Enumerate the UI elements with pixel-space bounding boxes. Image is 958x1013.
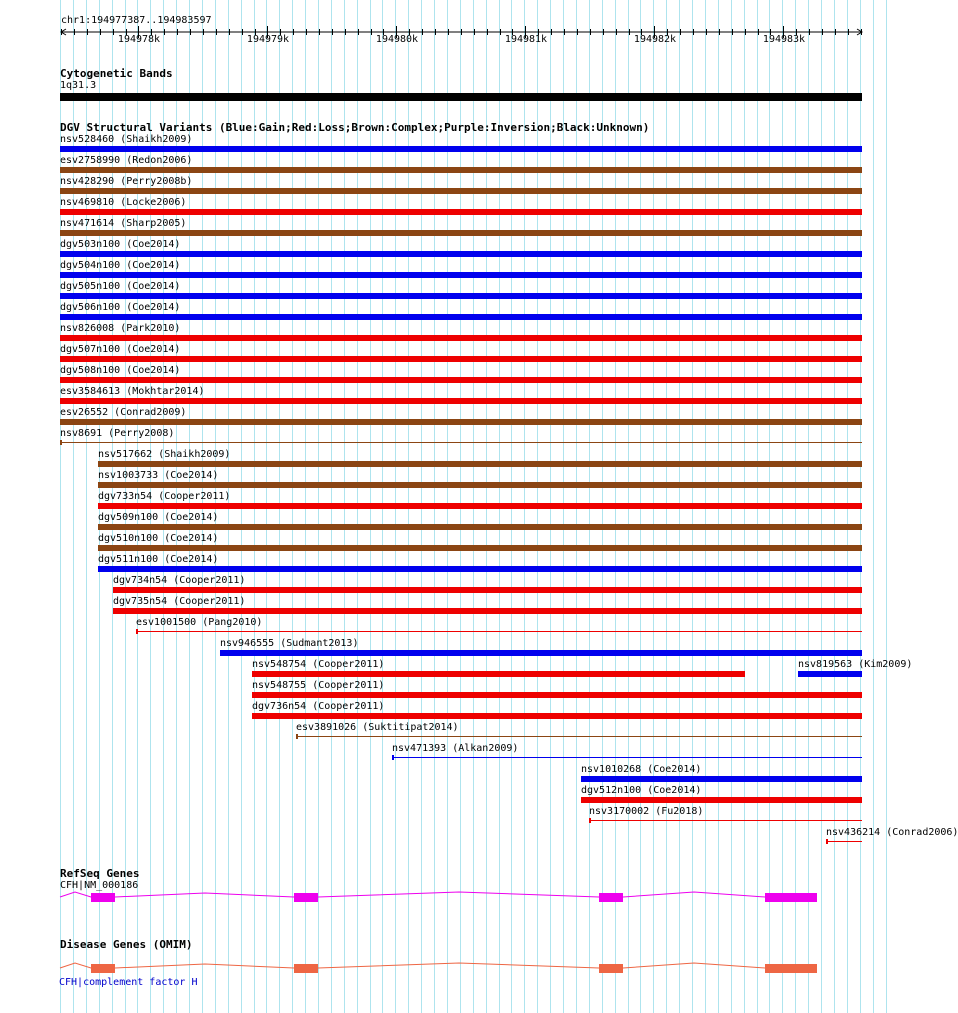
exon[interactable] [294,893,318,902]
exon[interactable] [91,893,115,902]
variant-bar[interactable] [60,167,862,173]
variant-label[interactable]: dgv511n100 (Coe2014) [98,554,219,565]
variant-bar[interactable] [60,230,862,236]
cytoband-bar[interactable] [60,93,862,101]
variant-label[interactable]: nsv1010268 (Coe2014) [581,764,702,775]
variant-bar[interactable] [252,713,862,719]
variant-bar[interactable] [60,419,862,425]
tick-label: 194983k [762,34,806,45]
variant-label[interactable]: nsv8691 (Perry2008) [60,428,175,439]
variant-label[interactable]: nsv548754 (Cooper2011) [252,659,385,670]
variant-label[interactable]: nsv471614 (Sharp2005) [60,218,187,229]
refseq-gene-model[interactable] [0,886,890,910]
omim-gene-label[interactable]: CFH|complement factor H [59,977,198,988]
variant-bar[interactable] [60,272,862,278]
variant-label[interactable]: nsv548755 (Cooper2011) [252,680,385,691]
variant-bar[interactable] [581,776,862,782]
tick-label: 194982k [633,34,677,45]
variant-label[interactable]: dgv512n100 (Coe2014) [581,785,702,796]
variant-label[interactable]: esv26552 (Conrad2009) [60,407,187,418]
refseq-gene-label[interactable]: CFH|NM_000186 [60,880,139,891]
track-title-cytoband: Cytogenetic Bands [60,67,173,80]
variant-bar[interactable] [252,671,745,677]
variant-bar[interactable] [98,503,862,509]
variant-label[interactable]: dgv503n100 (Coe2014) [60,239,181,250]
track-title-omim: Disease Genes (OMIM) [60,938,193,951]
variant-bar[interactable] [98,461,862,467]
variant-label[interactable]: dgv506n100 (Coe2014) [60,302,181,313]
track-title-refseq: RefSeq Genes [60,867,140,880]
variant-bar[interactable] [589,820,862,821]
variant-bar[interactable] [60,146,862,152]
variant-label[interactable]: nsv826008 (Park2010) [60,323,181,334]
variant-label[interactable]: nsv436214 (Conrad2006) [826,827,958,838]
tick-label: 194981k [504,34,548,45]
variant-bar[interactable] [113,587,862,593]
variant-label[interactable]: nsv471393 (Alkan2009) [392,743,519,754]
variant-label[interactable]: dgv509n100 (Coe2014) [98,512,219,523]
variant-bar[interactable] [296,736,862,737]
tick-label: 194980k [375,34,419,45]
variant-bar[interactable] [60,377,862,383]
variant-bar[interactable] [98,524,862,530]
variant-bar[interactable] [60,442,862,443]
variant-bar[interactable] [136,631,862,632]
variant-bar[interactable] [98,545,862,551]
variant-label[interactable]: esv3584613 (Mokhtar2014) [60,386,205,397]
variant-label[interactable]: esv1001500 (Pang2010) [136,617,263,628]
cytoband-label[interactable]: 1q31.3 [60,80,97,91]
variant-label[interactable]: nsv517662 (Shaikh2009) [98,449,231,460]
variant-bar[interactable] [252,692,862,698]
exon[interactable] [91,964,115,973]
variant-label[interactable]: dgv735n54 (Cooper2011) [113,596,246,607]
variant-bar[interactable] [60,398,862,404]
variant-bar[interactable] [113,608,862,614]
variant-label[interactable]: nsv946555 (Sudmant2013) [220,638,359,649]
variant-bar[interactable] [60,314,862,320]
exon[interactable] [599,893,623,902]
variant-bar[interactable] [98,482,862,488]
variant-label[interactable]: esv2758990 (Redon2006) [60,155,193,166]
variant-label[interactable]: nsv1003733 (Coe2014) [98,470,219,481]
variant-bar[interactable] [220,650,862,656]
variant-label[interactable]: dgv736n54 (Cooper2011) [252,701,385,712]
exon[interactable] [765,893,817,902]
variant-label[interactable]: esv3891026 (Suktitipat2014) [296,722,459,733]
variant-label[interactable]: nsv469810 (Locke2006) [60,197,187,208]
variant-bar[interactable] [826,841,862,842]
variant-label[interactable]: dgv733n54 (Cooper2011) [98,491,231,502]
variant-label[interactable]: dgv507n100 (Coe2014) [60,344,181,355]
exon[interactable] [599,964,623,973]
variant-label[interactable]: dgv734n54 (Cooper2011) [113,575,246,586]
tick-label: 194979k [246,34,290,45]
variant-bar[interactable] [98,566,862,572]
variant-label[interactable]: dgv508n100 (Coe2014) [60,365,181,376]
variant-label[interactable]: nsv528460 (Shaikh2009) [60,134,193,145]
variant-bar[interactable] [60,251,862,257]
exon[interactable] [294,964,318,973]
region-label: chr1:194977387..194983597 [61,15,212,26]
tick-label: 194978k [117,34,161,45]
variant-bar[interactable] [60,188,862,194]
variant-label[interactable]: nsv819563 (Kim2009) [798,659,913,670]
variant-bar[interactable] [798,671,862,677]
variant-bar[interactable] [392,757,862,758]
variant-label[interactable]: dgv510n100 (Coe2014) [98,533,219,544]
variant-bar[interactable] [60,356,862,362]
variant-label[interactable]: dgv504n100 (Coe2014) [60,260,181,271]
variant-bar[interactable] [581,797,862,803]
variant-bar[interactable] [60,209,862,215]
track-title-dgv: DGV Structural Variants (Blue:Gain;Red:Loss;Brown:Complex;Purple:Inversion;Black:Unknown) [60,121,650,134]
variant-label[interactable]: nsv428290 (Perry2008b) [60,176,193,187]
variant-bar[interactable] [60,293,862,299]
exon[interactable] [765,964,817,973]
variant-bar[interactable] [60,335,862,341]
variant-label[interactable]: dgv505n100 (Coe2014) [60,281,181,292]
variant-label[interactable]: nsv3170002 (Fu2018) [589,806,704,817]
